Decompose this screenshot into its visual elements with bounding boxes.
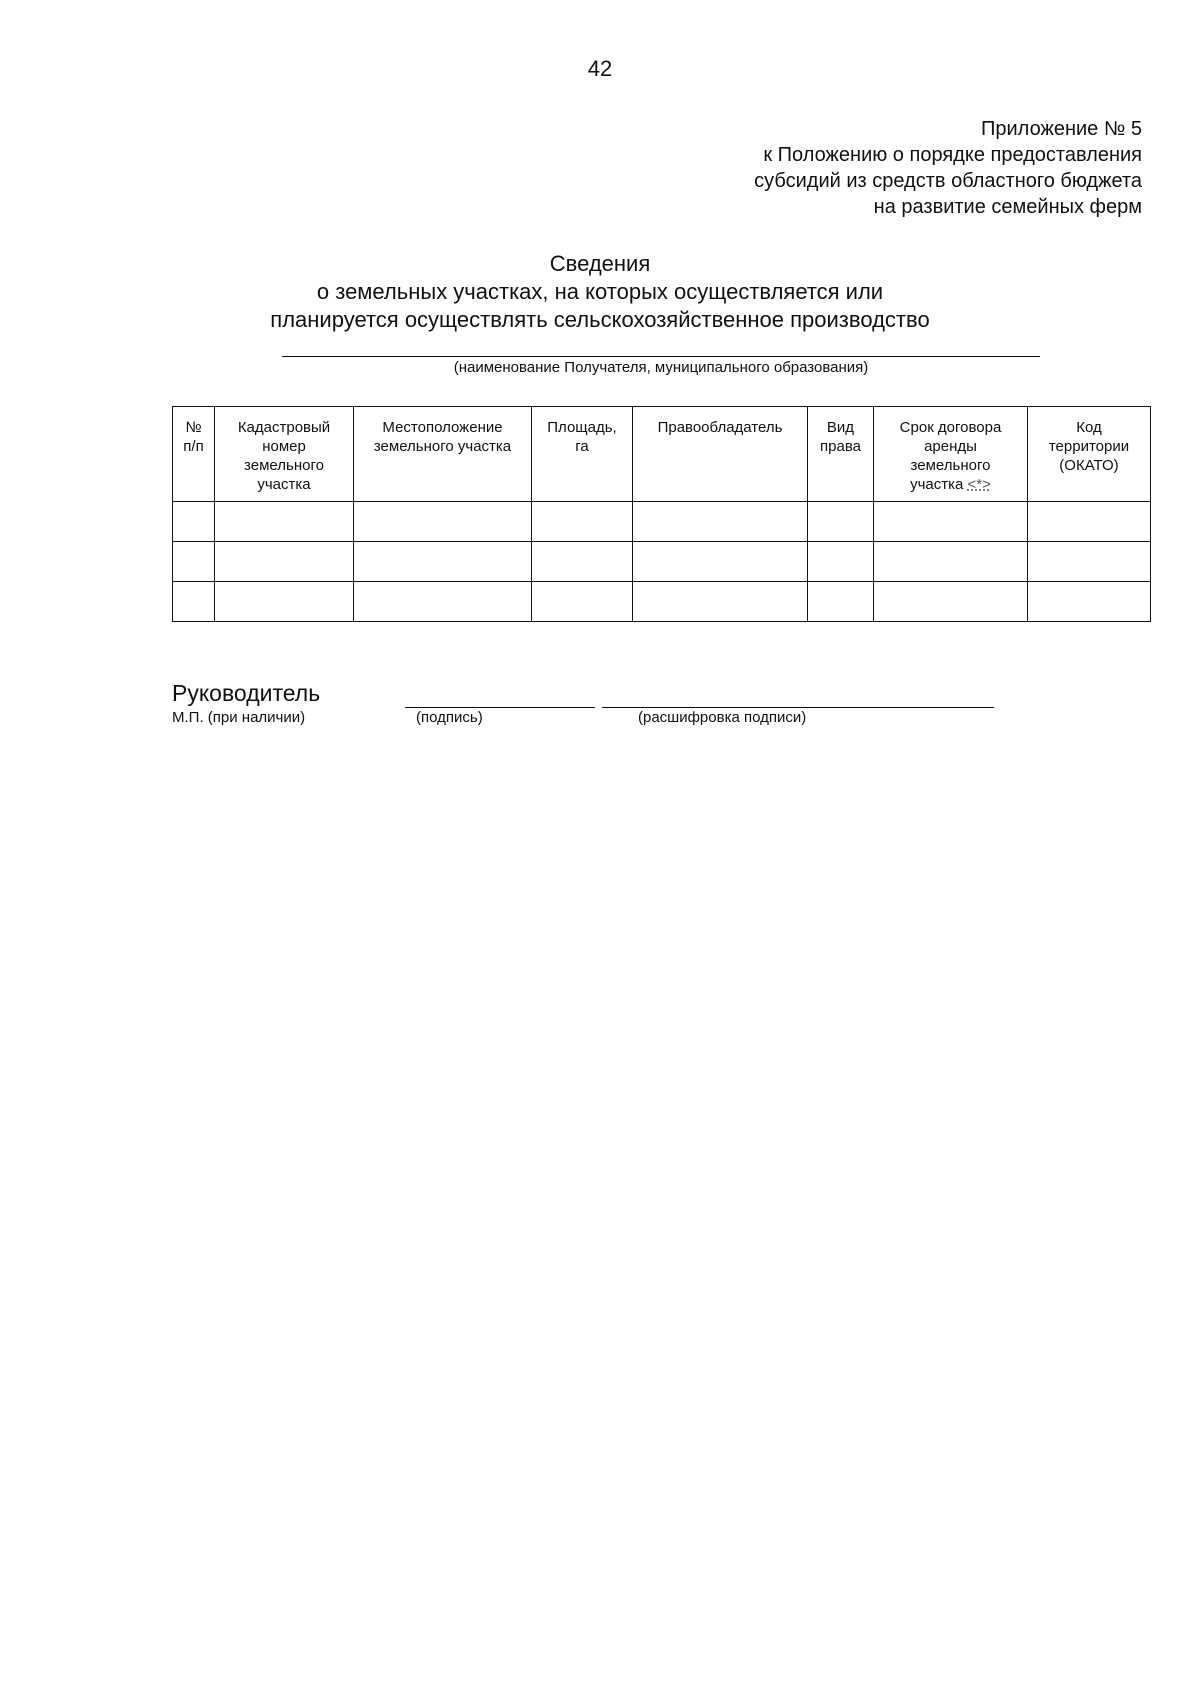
page-number: 42: [587, 56, 613, 81]
signature-decode-line: [602, 707, 994, 708]
table-cell: [215, 582, 354, 622]
footnote-link[interactable]: <*>: [967, 476, 991, 493]
table-cell: [173, 502, 215, 542]
table-cell: [173, 542, 215, 582]
table-cell: [354, 582, 532, 622]
header-cell-owner: Правообладатель: [633, 407, 808, 502]
appendix-line: Приложение № 5: [981, 118, 1142, 140]
table-cell: [532, 502, 633, 542]
header-cell-number: № п/п: [173, 407, 215, 502]
table-cell: [1028, 582, 1151, 622]
table-cell: [1028, 542, 1151, 582]
table-cell: [354, 542, 532, 582]
table-cell: [215, 542, 354, 582]
table-row: [173, 582, 1151, 622]
signature-caption: (подпись): [416, 709, 483, 726]
table-row: [173, 542, 1151, 582]
header-cell-okato: Код территории (ОКАТО): [1028, 407, 1151, 502]
appendix-line: на развитие семейных ферм: [873, 196, 1142, 218]
table-row: [173, 502, 1151, 542]
table-cell: [173, 582, 215, 622]
header-cell-area: Площадь, га: [532, 407, 633, 502]
table-cell: [874, 542, 1028, 582]
title-line: планируется осуществлять сельскохозяйственное производство: [270, 307, 930, 332]
table-cell: [633, 542, 808, 582]
table-cell: [354, 502, 532, 542]
table-cell: [633, 502, 808, 542]
land-plots-table: [172, 406, 1151, 622]
document-title: [0, 250, 1200, 334]
header-cell-right-type: Вид права: [808, 407, 874, 502]
table-cell: [1028, 502, 1151, 542]
title-line: о земельных участках, на которых осуществляется или: [316, 279, 884, 304]
header-cell-location: Местоположение земельного участка: [354, 407, 532, 502]
recipient-name-line: [282, 356, 1040, 357]
recipient-caption: (наименование Получателя, муниципального образования): [453, 359, 869, 376]
signature-decode-caption: (расшифровка подписи): [638, 709, 807, 726]
table-cell: [532, 582, 633, 622]
stamp-label: М.П. (при наличии): [172, 709, 306, 726]
head-label: Руководитель: [172, 680, 321, 706]
table-header-row: [173, 407, 1151, 502]
table-cell: [874, 502, 1028, 542]
title-line: Сведения: [549, 251, 651, 276]
header-cell-cadastral: Кадастровый номер земельного участка: [215, 407, 354, 502]
signature-line: [405, 707, 595, 708]
header-cell-lease-term: Срок договора аренды земельного участка <*>: [874, 407, 1028, 502]
table-cell: [874, 582, 1028, 622]
appendix-line: к Положению о порядке предоставления: [763, 144, 1142, 166]
table-cell: [215, 502, 354, 542]
table-cell: [532, 542, 633, 582]
appendix-line: субсидий из средств областного бюджета: [754, 170, 1142, 192]
table-cell: [808, 542, 874, 582]
table-cell: [808, 582, 874, 622]
appendix-header: [582, 116, 1142, 220]
table-cell: [633, 582, 808, 622]
table-cell: [808, 502, 874, 542]
